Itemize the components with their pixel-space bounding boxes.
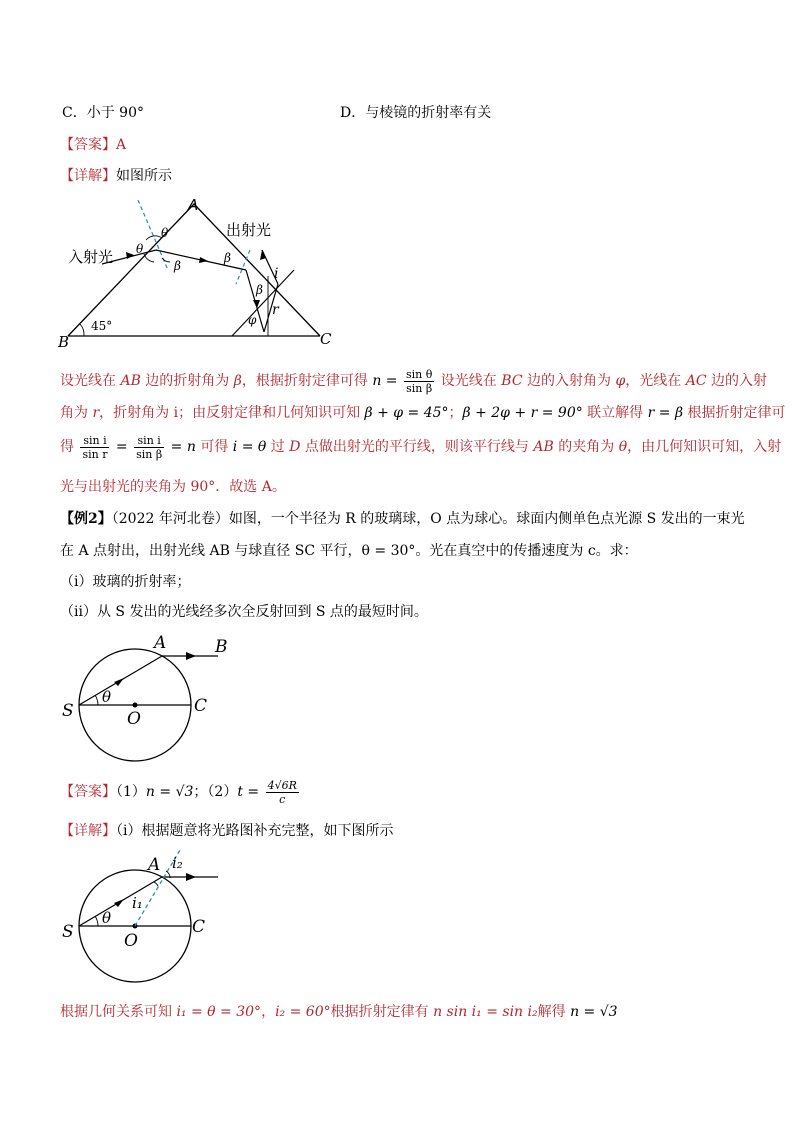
text: ，光线在 — [625, 373, 686, 389]
text: 联立解得 — [582, 405, 648, 421]
detail2-line — [60, 820, 393, 840]
label-beta-1: β — [174, 259, 181, 273]
equation: β + 2φ + r = 90° — [462, 405, 583, 421]
label-O: O — [124, 931, 138, 951]
text: ； — [448, 405, 463, 421]
text: AB — [533, 439, 554, 455]
frac-num: sin i — [134, 434, 164, 448]
answer-line — [60, 134, 126, 154]
equation: β + φ = 45° — [364, 405, 449, 421]
equation: i₂ = 60° — [275, 1004, 331, 1020]
label-A: A — [148, 855, 161, 875]
text: 可得 — [195, 439, 233, 455]
label-S: S — [62, 922, 74, 942]
label-B: B — [215, 637, 228, 657]
text: 边的入射角为 — [522, 373, 616, 389]
label-O: O — [127, 709, 141, 729]
glass-sphere-diagram-2 — [58, 846, 248, 986]
frac-num: sin θ — [405, 367, 433, 381]
text: ， — [261, 1004, 276, 1020]
text: 的夹角为 — [553, 439, 619, 455]
text: = n — [166, 439, 196, 455]
label-A: A — [188, 196, 199, 214]
equation: n sin i₁ = sin i₂ — [433, 1004, 538, 1020]
example2-item-1: （i）玻璃的折射率； — [60, 574, 191, 590]
text: 过 — [266, 439, 290, 455]
detail-line — [60, 165, 172, 185]
example2-tag: 【例2】 — [60, 511, 112, 527]
label-phi: φ — [248, 313, 257, 327]
option-c: C．小于 90° — [62, 105, 144, 121]
text: AC — [685, 373, 707, 389]
text: 得 — [60, 439, 79, 455]
final-line — [60, 1001, 618, 1021]
explanation-line-4: 光与出射光的夹角为 90°．故选 A。 — [60, 479, 286, 495]
label-theta: θ — [102, 909, 112, 927]
text: BC — [501, 373, 523, 389]
text: ，根据折射定律可得 — [241, 373, 373, 389]
example2-line-1 — [60, 508, 745, 528]
example2-line-2: 在 A 点射出，出射光线 AB 与球直径 SC 平行，θ = 30°。光在真空中的传播速度为 c。求： — [60, 543, 638, 559]
text: θ — [618, 439, 628, 455]
text: D — [289, 439, 301, 455]
text: ，由几何知识可知，入射 — [627, 439, 782, 455]
label-C: C — [320, 330, 332, 348]
ans2-num: 4√6R — [267, 778, 297, 792]
text: φ — [615, 373, 626, 389]
text: = — [381, 373, 402, 389]
ans2-den: c — [279, 792, 286, 806]
detail2-tag: 【详解】 — [60, 823, 116, 839]
text: β — [233, 373, 242, 389]
text: 点做出射光的平行线，则该平行线与 — [300, 439, 534, 455]
label-theta-2: θ — [161, 226, 169, 240]
detail-tag: 【详解】 — [60, 168, 116, 184]
answer-value: A — [116, 137, 127, 153]
label-45: 45° — [91, 319, 113, 333]
label-out-light: 出射光 — [226, 221, 272, 239]
label-C: C — [194, 696, 208, 716]
text: AB — [120, 373, 141, 389]
answer-tag: 【答案】 — [60, 137, 116, 153]
label-C: C — [192, 917, 206, 937]
equation: r = β — [647, 405, 684, 421]
text: 根据折射定律可 — [683, 405, 786, 421]
text: 解得 — [537, 1004, 571, 1020]
text: 根据折射定律有 — [330, 1004, 434, 1020]
explanation-line-2 — [60, 402, 786, 424]
ans2-pre: （2） — [207, 784, 238, 800]
text: 边的入射 — [706, 373, 767, 389]
equation: n = √3 — [570, 1004, 618, 1020]
ans1: n = √3 — [145, 784, 194, 800]
example2-item-2: （ii）从 S 发出的光线经多次全反射回到 S 点的最短时间。 — [60, 604, 428, 620]
text: 设光线在 — [436, 373, 502, 389]
text: 边的折射角为 — [140, 373, 234, 389]
frac-num: sin i — [80, 434, 109, 448]
option-d: D．与棱镜的折射率有关 — [340, 105, 492, 121]
detail2-text: （i）根据题意将光路图补充完整，如下图所示 — [116, 823, 394, 839]
label-beta-2: β — [224, 251, 231, 265]
text: = — [111, 439, 133, 455]
label-B: B — [58, 333, 70, 351]
label-i1: i₁ — [132, 894, 143, 912]
prism-diagram — [58, 192, 348, 352]
label-in-light: 入射光 — [68, 248, 114, 266]
answer2-line — [60, 776, 301, 808]
frac-den: sin β — [406, 381, 433, 395]
example2-text-1: （2022 年河北卷）如图，一个半径为 R 的玻璃球，O 点为球心。球面内侧单色点光源 S 发出的一束光 — [111, 511, 745, 527]
equation: i₁ = θ = 30° — [176, 1004, 262, 1020]
text: n — [372, 373, 382, 389]
label-S: S — [62, 701, 74, 721]
text: 角为 — [60, 405, 93, 421]
ans2-t: t = — [237, 784, 264, 800]
text: 设光线在 — [60, 373, 121, 389]
label-i: i — [274, 266, 279, 282]
label-theta: θ — [102, 688, 112, 706]
label-r: r — [272, 302, 279, 318]
text: 根据几何关系可知 — [60, 1004, 177, 1020]
text: ，折射角为 i；由反射定律和几何知识可知 — [99, 405, 365, 421]
glass-sphere-diagram — [58, 630, 248, 765]
answer2-tag: 【答案】 — [60, 784, 116, 800]
label-beta-3: β — [256, 283, 263, 297]
explanation-line-3 — [60, 432, 781, 462]
label-A: A — [154, 633, 167, 653]
detail-intro: 如图所示 — [116, 168, 172, 184]
label-i2: i₂ — [172, 854, 183, 872]
explanation-line-1 — [60, 366, 767, 396]
frac-den: sin r — [82, 447, 108, 461]
text: r — [92, 405, 100, 421]
label-theta-1: θ — [136, 242, 144, 256]
frac-den: sin β — [136, 447, 163, 461]
equation: i = θ — [232, 439, 267, 455]
ans-sep: ； — [193, 784, 208, 800]
ans1-pre: （1） — [116, 784, 146, 800]
